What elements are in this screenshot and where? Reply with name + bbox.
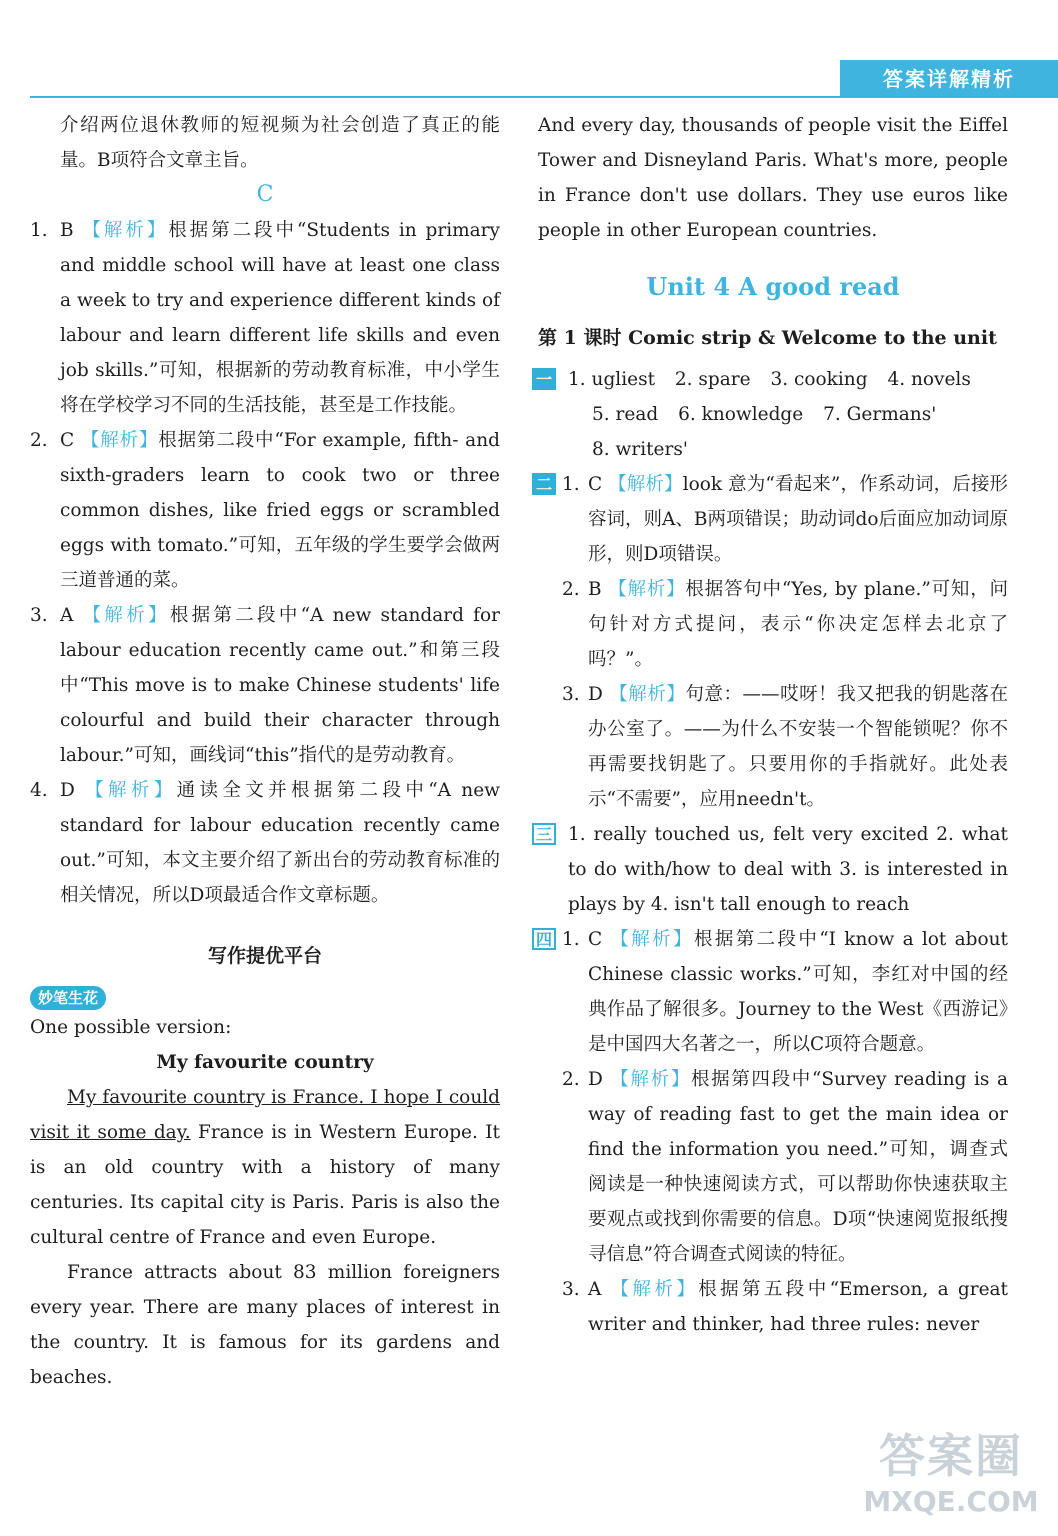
item-answer: D bbox=[60, 780, 75, 801]
item-text: 根据第二段中“A new standard for labour education recently came out.”和第三段中“This move is to make Chinese students' life colourful and build their character through labour.”可知，画线词“this”指代的是劳动教育。 bbox=[60, 605, 500, 766]
section-1 bbox=[535, 362, 1008, 467]
essay-p1-rest: France is in Western Europe. It is an old country with a history of many centuries. Its capital city is Paris. Paris is also the cultural centre of France and even Europe. bbox=[30, 1122, 500, 1248]
word-answer: 7. Germans' bbox=[823, 404, 937, 425]
left-column bbox=[30, 108, 500, 1395]
item-text: 根据第五段中“Emerson, a great writer and thinker, had three rules: never bbox=[588, 1279, 1008, 1335]
header-rule bbox=[30, 96, 840, 98]
analysis-tag: 【解析】 bbox=[610, 1069, 691, 1090]
left-item-3 bbox=[30, 598, 500, 773]
word-answer: 1. ugliest bbox=[568, 369, 655, 390]
analysis-tag: 【解析】 bbox=[608, 579, 686, 600]
item-number: 1. bbox=[30, 220, 48, 241]
item-number: 3. bbox=[30, 605, 48, 626]
item-number: 2. bbox=[30, 430, 48, 451]
word-answer: 4. novels bbox=[887, 369, 971, 390]
section-4-mark: 四 bbox=[532, 928, 556, 950]
item-answer: B bbox=[60, 220, 74, 241]
analysis-tag: 【解析】 bbox=[610, 929, 694, 950]
item-number: 4. bbox=[30, 780, 48, 801]
item-number: 2. bbox=[562, 1069, 580, 1090]
item-text: 根据第二段中“I know a lot about Chinese classic works.”可知，李红对中国的经典作品了解很多。Journey to the West《西游记》是中国四大名著之一，所以C项符合题意。 bbox=[588, 929, 1008, 1055]
version-label: One possible version: bbox=[30, 1017, 232, 1038]
item-text: 根据答句中“Yes, by plane.”可知，问句针对方式提问，表示“你决定怎样去北京了吗？”。 bbox=[588, 579, 1008, 670]
analysis-tag: 【解析】 bbox=[82, 605, 170, 626]
writing-badge: 妙笔生花 bbox=[30, 986, 106, 1010]
essay-title: My favourite country bbox=[156, 1052, 374, 1073]
item-number: 3. bbox=[562, 684, 580, 705]
item-number: 3. bbox=[562, 1279, 580, 1300]
word-answer: 2. spare bbox=[674, 369, 751, 390]
word-answer: 8. writers' bbox=[592, 439, 688, 460]
analysis-tag: 【解析】 bbox=[85, 780, 177, 801]
section-2-mark: 二 bbox=[532, 473, 556, 495]
item-number: 1. bbox=[562, 929, 580, 950]
header-tab: 答案详解精析 bbox=[840, 60, 1058, 98]
item-answer: D bbox=[588, 1069, 603, 1090]
word-answer: 6. knowledge bbox=[678, 404, 804, 425]
intro-text: 介绍两位退休教师的短视频为社会创造了真正的能量。B项符合文章主旨。 bbox=[60, 115, 500, 171]
left-item-1 bbox=[30, 213, 500, 423]
analysis-tag: 【解析】 bbox=[608, 474, 683, 495]
lesson-title: 第 1 课时 Comic strip & Welcome to the unit bbox=[538, 327, 997, 349]
item-text: 根据第二段中“For example, fifth- and sixth-graders learn to cook two or three common dishes, like fried eggs or scrambled eggs with tomato.”可知，五年级的学生要学会做两三道普通的菜。 bbox=[60, 430, 500, 591]
item-answer: C bbox=[588, 474, 603, 495]
item-answer: A bbox=[588, 1279, 602, 1300]
item-text: 根据第二段中“Students in primary and middle school will have at least one class a week to try and experience different kinds of labour and learn different life skills and even job skills.”可知，根据新的劳动教育标准，中小学生将在学校学习不同的生活技能，甚至是工作技能。 bbox=[60, 220, 500, 416]
section-4 bbox=[535, 922, 1008, 1342]
watermark-text: 答案圈 bbox=[879, 1429, 1023, 1483]
section-c-title: C bbox=[256, 182, 274, 207]
item-answer: D bbox=[588, 684, 603, 705]
item-text: 通读全文并根据第二段中“A new standard for labour education recently came out.”可知，本文主要介绍了新出台的劳动教育标准的相关情况，所以D项最适合作文章标题。 bbox=[60, 780, 500, 906]
essay-paragraph-2: France attracts about 83 million foreigners every year. There are many places of interest in the country. It is famous for its gardens and beaches. bbox=[30, 1262, 500, 1388]
unit-title: Unit 4 A good read bbox=[646, 272, 900, 301]
section-3-text: 1. really touched us, felt very excited 2. what to do with/how to deal with 3. is interested in plays by 4. isn't tall enough to reach bbox=[568, 824, 1008, 915]
item-answer: C bbox=[588, 929, 603, 950]
analysis-tag: 【解析】 bbox=[82, 220, 169, 241]
word-answer: 3. cooking bbox=[770, 369, 868, 390]
item-text: look 意为“看起来”，作系动词，后接形容词，则A、B两项错误；助动词do后面应加动词原形，则D项错误。 bbox=[588, 474, 1008, 565]
item-number: 2. bbox=[562, 579, 580, 600]
right-column bbox=[535, 108, 1008, 1342]
left-item-2 bbox=[30, 423, 500, 598]
section-3 bbox=[535, 817, 1008, 922]
underlined-sentence: My favourite country is France. I hope I could visit it some day. bbox=[30, 1087, 500, 1143]
essay-paragraph-1 bbox=[30, 1080, 500, 1255]
item-answer: C bbox=[60, 430, 75, 451]
section-3-mark: 三 bbox=[532, 823, 556, 845]
analysis-tag: 【解析】 bbox=[609, 684, 686, 705]
writing-section-title: 写作提优平台 bbox=[207, 945, 322, 967]
section-2 bbox=[535, 467, 1008, 817]
item-text: 句意：——哎呀！我又把我的钥匙落在办公室了。——为什么不安装一个智能锁呢？你不再需要找钥匙了。只要用你的手指就好。此处表示“不需要”，应用needn't。 bbox=[588, 684, 1008, 810]
analysis-tag: 【解析】 bbox=[80, 430, 159, 451]
item-answer: B bbox=[588, 579, 602, 600]
analysis-tag: 【解析】 bbox=[610, 1279, 699, 1300]
item-answer: A bbox=[60, 605, 74, 626]
item-text: 根据第四段中“Survey reading is a way of reading fast to get the main idea or find the information you need.”可知，调查式阅读是一种快速阅读方式，可以帮助你快速获取主要观点或找到你需要的信息。D项“快速阅览报纸搜寻信息”符合调查式阅读的特征。 bbox=[588, 1069, 1008, 1265]
essay-continuation: And every day, thousands of people visit the Eiffel Tower and Disneyland Paris. What's more, people in France don't use dollars. They use euros like people in other European countries. bbox=[538, 115, 1008, 241]
item-number: 1. bbox=[562, 474, 580, 495]
watermark-logo bbox=[856, 1428, 1046, 1528]
watermark-url: MXQE.COM bbox=[863, 1485, 1039, 1518]
word-answer: 5. read bbox=[592, 404, 659, 425]
left-item-4 bbox=[30, 773, 500, 913]
section-1-mark: 一 bbox=[532, 368, 556, 390]
